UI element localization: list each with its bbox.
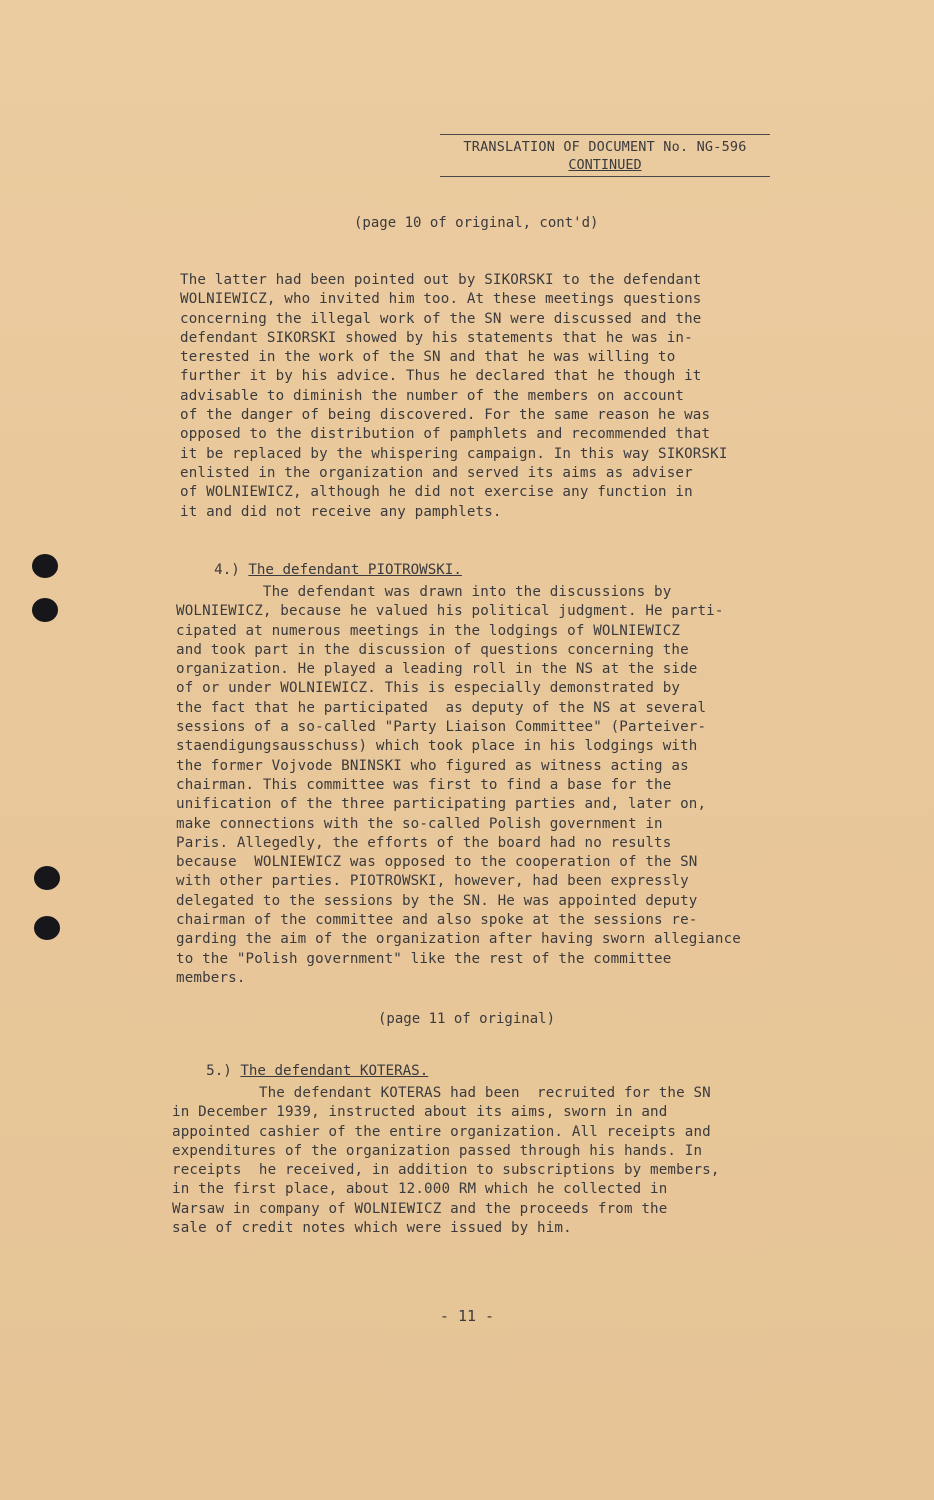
section-number: 4.) (214, 562, 240, 578)
punch-hole (32, 598, 58, 622)
section-title: The defendant PIOTROWSKI. (248, 562, 462, 578)
punch-hole (34, 916, 60, 940)
header-rule (440, 176, 770, 177)
page-number: - 11 - (439, 1307, 495, 1325)
paragraph-sikorski: The latter had been pointed out by SIKORSKI to the defendant WOLNIEWICZ, who invited him too. At these meetings questions concerning the illegal work of the SN were discussed and the defendant SIKORSKI showed by his statements that he was in- terested in the work of the SN and that he was willing to further it by his advice. Thus he declared that he though it advisable to diminish the number of the members on account of the danger of being discovered. For the same reason he was opposed to the distribution of pamphlets and recommended that it be replaced by the whispering campaign. In this way SIKORSKI enlisted in the organization and served its aims as adviser of WOLNIEWICZ, although he did not exercise any function in it and did not receive any pamphlets. (180, 272, 728, 520)
section-number: 5.) (206, 1063, 232, 1079)
document-header (440, 134, 770, 177)
paragraph-koteras: The defendant KOTERAS had been recruited for the SN in December 1939, instructed about its aims, sworn in and appointed cashier of the entire organization. All receipts and expenditures of the organization passed through his hands. In receipts he received, in addition to subscriptions by members, in the first place, about 12.000 RM which he collected in Warsaw in company of WOLNIEWICZ and the proceeds from the sale of credit notes which were issued by him. (172, 1085, 720, 1237)
page-note-original-10: (page 10 of original, cont'd) (354, 215, 599, 231)
punch-hole (32, 554, 58, 578)
section-title: The defendant KOTERAS. (240, 1063, 429, 1079)
header-title: TRANSLATION OF DOCUMENT No. NG-596 (463, 139, 747, 155)
paragraph-piotrowski: The defendant was drawn into the discussions by WOLNIEWICZ, because he valued his political judgment. He parti- cipated at numerous meetings in the lodgings of WOLNIEWICZ and took part in the discussion of questions concerning the organization. He played a leading roll in the NS at the side of or under WOLNIEWICZ. This is especially demonstrated by the fact that he participated as deputy of the NS at several sessions of a so-called "Party Liaison Committee" (Parteiver- staendigungsausschuss) which took place in his lodgings with the former Vojvode BNINSKI who figured as witness acting as chairman. This committee was first to find a base for the unification of the three participating parties and, later on, make connections with the so-called Polish government in Paris. Allegedly, the efforts of the board had no results because WOLNIEWICZ was opposed to the cooperation of the SN with other parties. PIOTROWSKI, however, had been expressly delegated to the sessions by the SN. He was appointed deputy chairman of the committee and also spoke at the sessions re- garding the aim of the organization after having sworn allegiance to the "Polish government" like the rest of the committee members. (176, 584, 741, 986)
punch-hole (34, 866, 60, 890)
page-note-original-11: (page 11 of original) (378, 1011, 556, 1027)
header-subtitle: CONTINUED (568, 157, 642, 173)
